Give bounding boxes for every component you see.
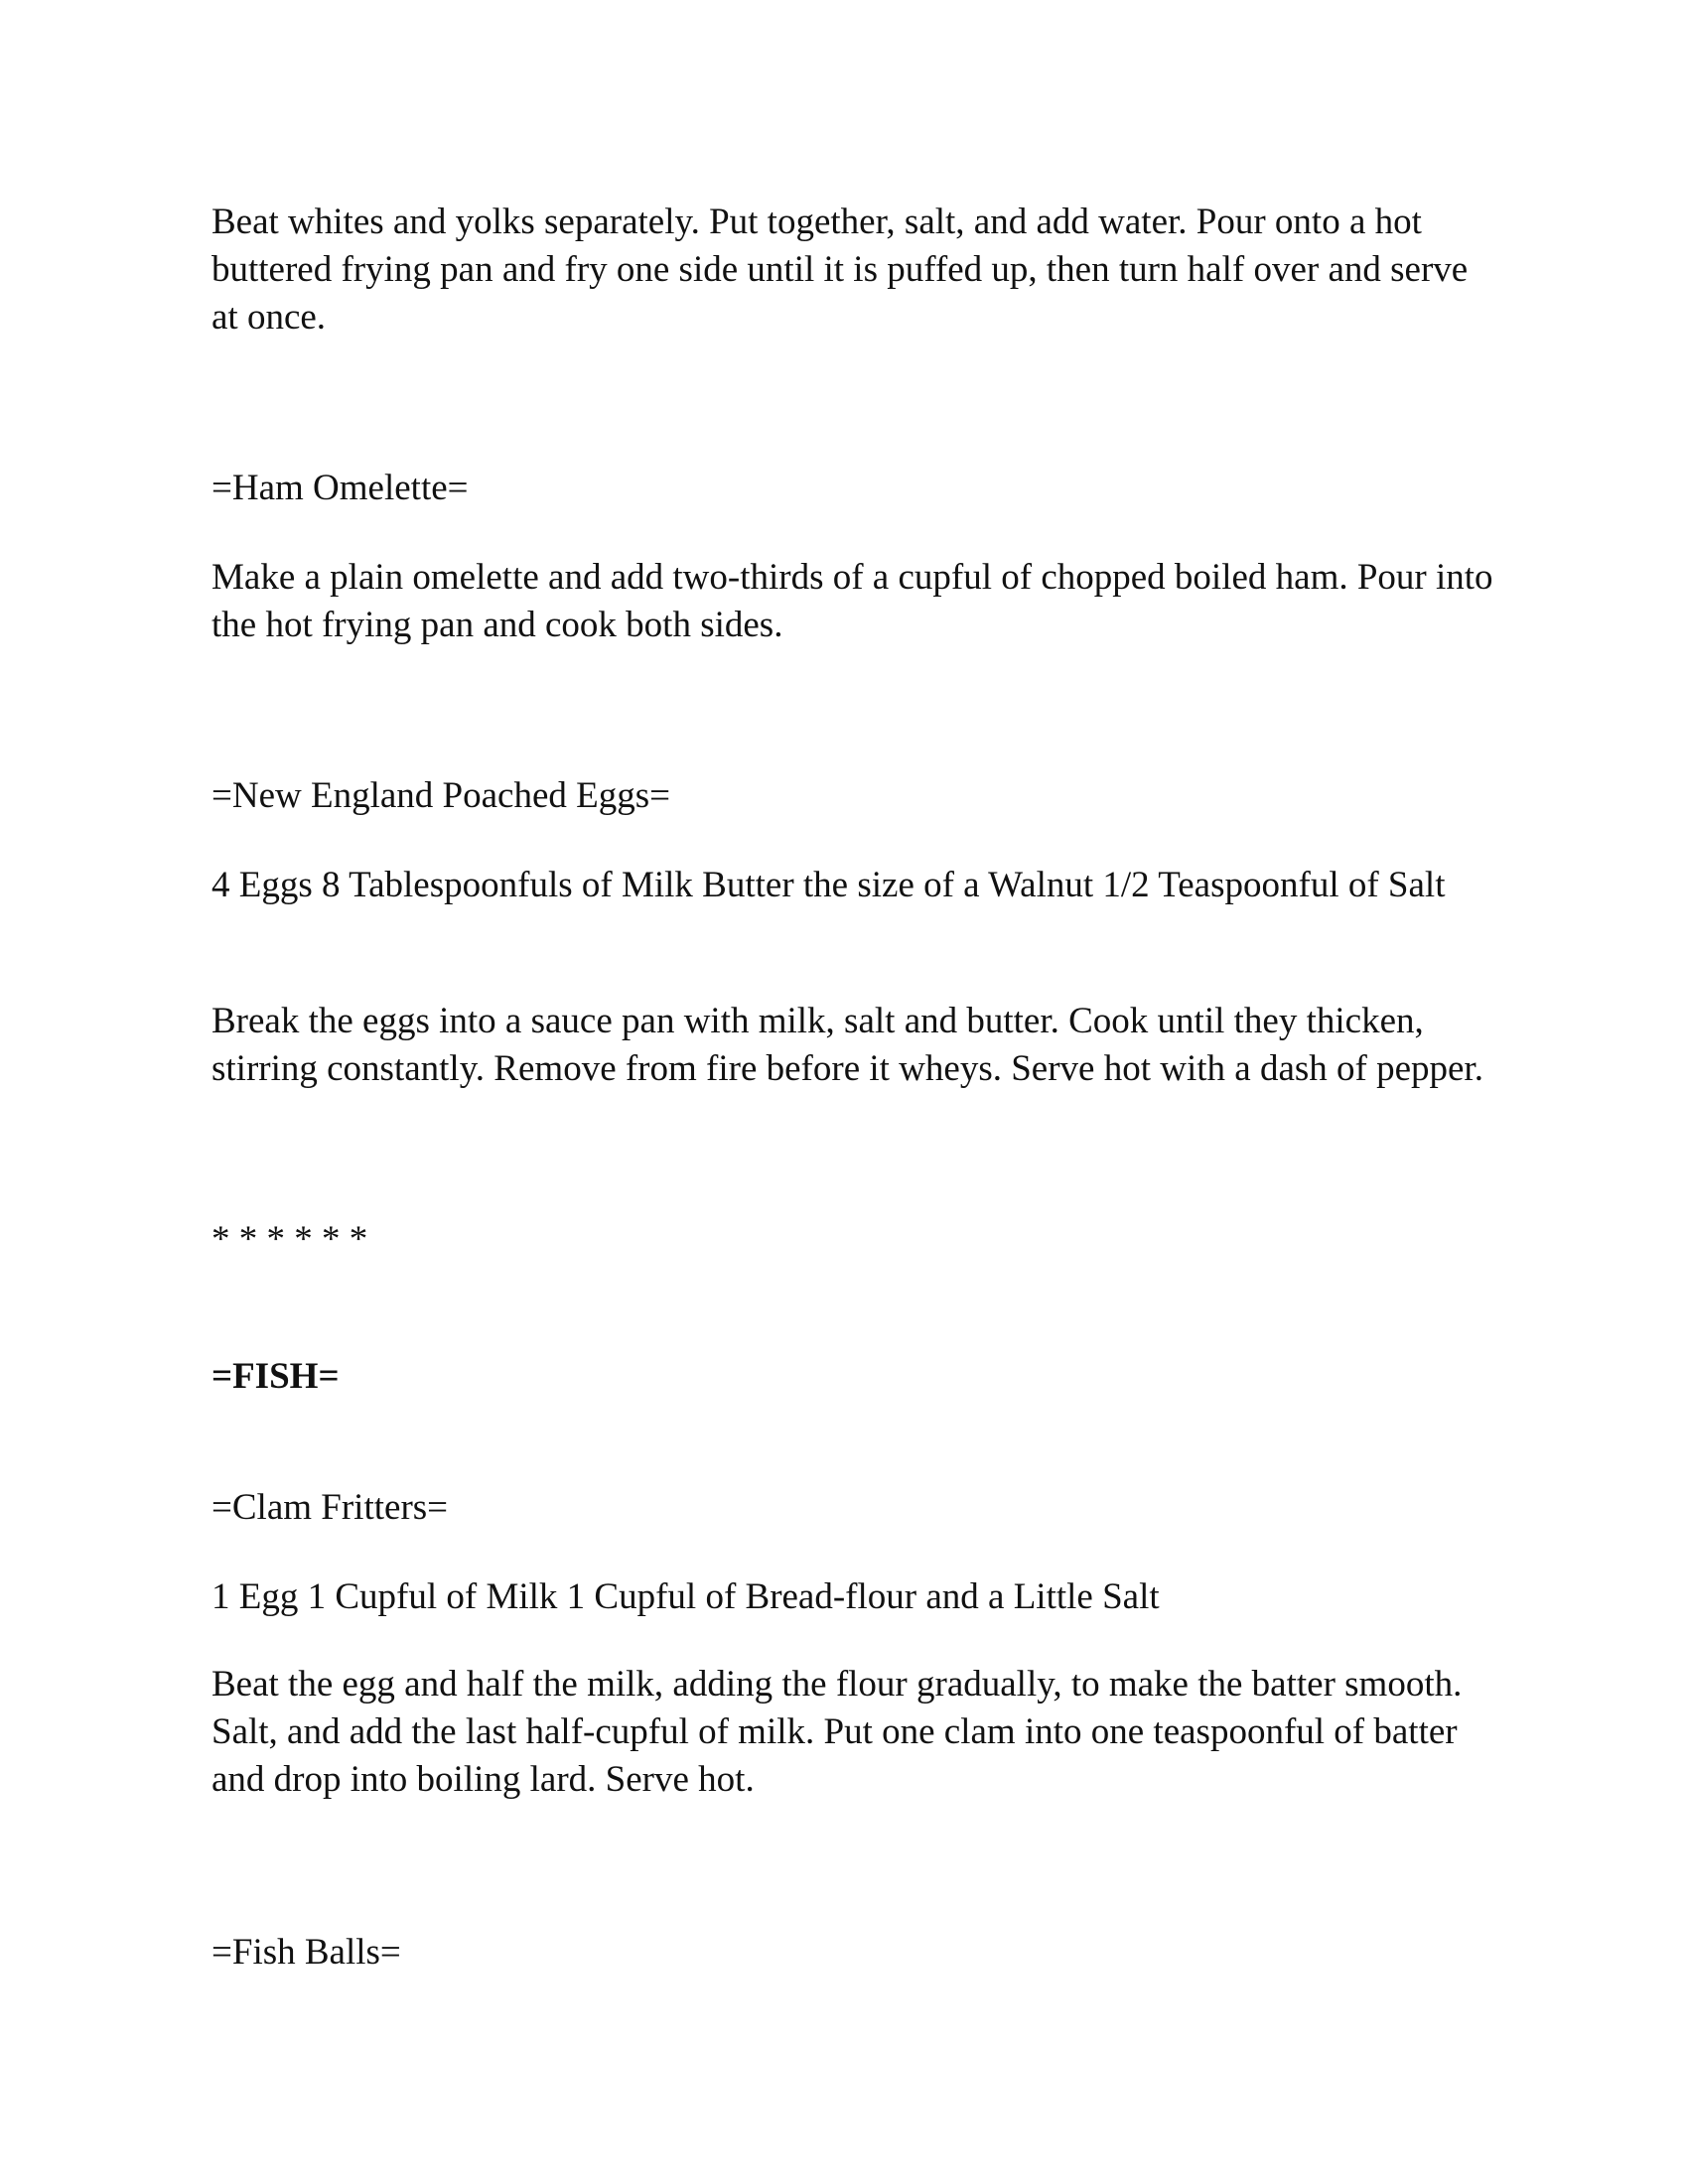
clam-fritters-ingredients: 1 Egg 1 Cupful of Milk 1 Cupful of Bread-flour and a Little Salt <box>211 1576 1160 1617</box>
clam-fritters-instructions-paragraph: Beat the egg and half the milk, adding the flour gradually, to make the batter smooth. Salt, and add the last half-cupful of milk. Put one clam into one teaspoonful of batter and drop into boiling lard. Serve hot. <box>211 1664 1463 1800</box>
new-england-poached-eggs-title: =New England Poached Eggs= <box>211 775 670 816</box>
section-separator: * * * * * * <box>211 1219 368 1260</box>
fish-section-heading: =FISH= <box>211 1356 340 1397</box>
omelette-instructions-paragraph: Beat whites and yolks separately. Put together, salt, and add water. Pour onto a hot buttered frying pan and fry one side until it is puffed up, then turn half over and serve at once. <box>211 202 1469 338</box>
poached-eggs-ingredients: 4 Eggs 8 Tablespoonfuls of Milk Butter the size of a Walnut 1/2 Teaspoonful of Salt <box>211 865 1446 905</box>
clam-fritters-title: =Clam Fritters= <box>211 1487 449 1528</box>
poached-eggs-instructions-paragraph: Break the eggs into a sauce pan with milk, salt and butter. Cook until they thicken, stirring constantly. Remove from fire before it wheys. Serve hot with a dash of pepper. <box>211 1001 1483 1089</box>
ham-omelette-title: =Ham Omelette= <box>211 468 469 508</box>
fish-balls-title: =Fish Balls= <box>211 1932 401 1973</box>
ham-omelette-instructions-paragraph: Make a plain omelette and add two-thirds of a cupful of chopped boiled ham. Pour into the hot frying pan and cook both sides. <box>211 557 1493 645</box>
